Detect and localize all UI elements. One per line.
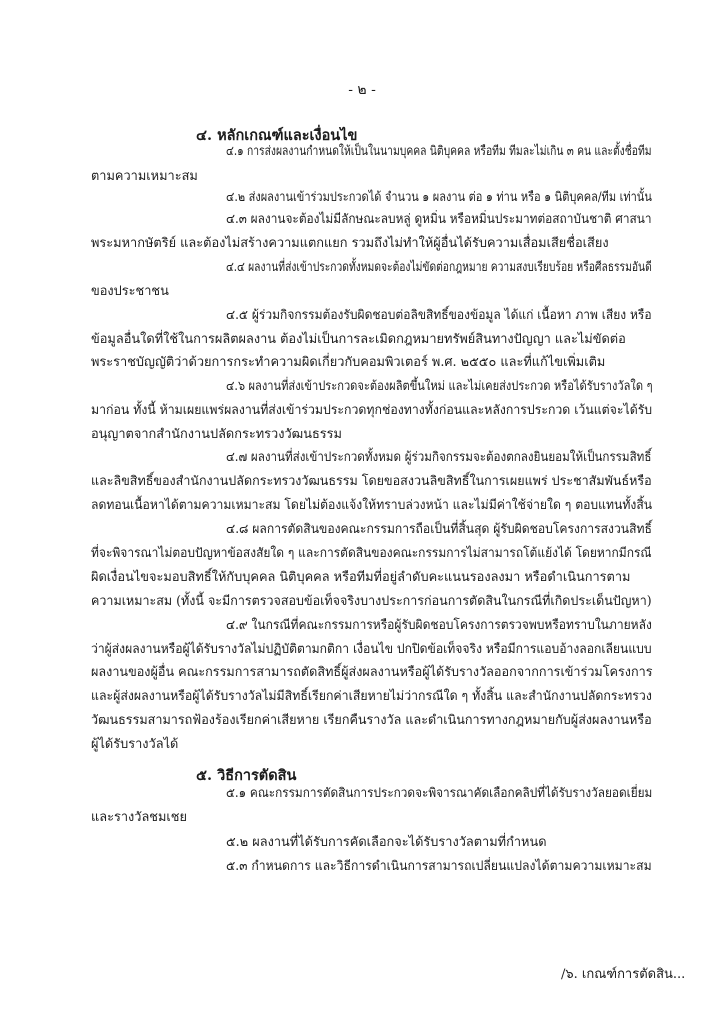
item-4-3-line-1: ๔.๓ ผลงานจะต้องไม่มีลักษณะลบหลู่ ดูหมิ่น หรือหมิ่นประมาทต่อสถาบันชาติ ศาสนา — [226, 212, 652, 227]
page-number: - ๒ - — [348, 82, 376, 98]
item-4-3-line-2: พระมหากษัตริย์ และต้องไม่สร้างความแตกแยก รวมถึงไม่ทำให้ผู้อื่นได้รับความเสื่อมเสียชื่อเสียง — [91, 236, 609, 251]
item-4-5-line-3: พระราชบัญญัติว่าด้วยการกระทำความผิดเกี่ยวกับคอมพิวเตอร์ พ.ศ. ๒๕๕๐ และที่แก้ไขเพิ่มเติม — [91, 355, 606, 370]
section-4-heading: ๔. หลักเกณฑ์และเงื่อนไข — [196, 127, 358, 144]
item-4-6-line-2: มาก่อน ทั้งนี้ ห้ามเผยแพร่ผลงานที่ส่งเข้าร่วมประกวดทุกช่องทางทั้งก่อนและหลังการประกวด เว้นแต่จะได้รับ — [91, 403, 653, 418]
item-4-8-line-1: ๔.๘ ผลการตัดสินของคณะกรรมการถือเป็นที่สิ้นสุด ผู้รับผิดชอบโครงการสงวนสิทธิ์ — [226, 522, 652, 537]
item-4-9-line-4: และผู้ส่งผลงานหรือผู้ได้รับรางวัลไม่มีสิทธิ์เรียกค่าเสียหายไม่ว่ากรณีใด ๆ ทั้งสิ้น และสำนักงานปลัดกระทรวง — [91, 689, 652, 704]
item-5-1-line-2: และรางวัลชมเชย — [91, 810, 187, 825]
item-4-7-line-3: ลดทอนเนื้อหาได้ตามความเหมาะสม โดยไม่ต้องแจ้งให้ทราบล่วงหน้า และไม่มีค่าใช้จ่ายใด ๆ ตอบแทนทั้งสิ้น — [91, 498, 653, 513]
item-4-4-line-1: ๔.๔ ผลงานที่ส่งเข้าประกวดทั้งหมดจะต้องไม่ขัดต่อกฎหมาย ความสงบเรียบร้อย หรือศีลธรรมอันดี — [226, 260, 652, 275]
item-5-2-line-1: ๕.๒ ผลงานที่ได้รับการคัดเลือกจะได้รับรางวัลตามที่กำหนด — [226, 835, 547, 850]
item-4-5-line-1: ๔.๕ ผู้ร่วมกิจกรรมต้องรับผิดชอบต่อลิขสิทธิ์ของข้อมูล ได้แก่ เนื้อหา ภาพ เสียง หรือ — [226, 308, 652, 323]
item-4-7-line-1: ๔.๗ ผลงานที่ส่งเข้าประกวดทั้งหมด ผู้ร่วมกิจกรรมจะต้องตกลงยินยอมให้เป็นกรรมสิทธิ์ — [226, 450, 652, 465]
item-4-1-line-2: ตามความเหมาะสม — [91, 169, 198, 184]
item-5-3-line-1: ๕.๓ กำหนดการ และวิธีการดำเนินการสามารถเปลี่ยนแปลงได้ตามความเหมาะสม — [226, 859, 652, 874]
item-4-9-line-1: ๔.๙ ในกรณีที่คณะกรรมการหรือผู้รับผิดชอบโครงการตรวจพบหรือทราบในภายหลัง — [226, 618, 652, 633]
item-4-9-line-6: ผู้ได้รับรางวัลได้ — [91, 737, 179, 752]
item-4-5-line-2: ข้อมูลอื่นใดที่ใช้ในการผลิตผลงาน ต้องไม่เป็นการละเมิดกฎหมายทรัพย์สินทางปัญญา และไม่ขัดต่อ — [91, 332, 626, 347]
continuation-footer: /๖. เกณฑ์การตัดสิน... — [561, 967, 686, 982]
item-4-4-line-2: ของประชาชน — [91, 284, 169, 299]
item-4-6-line-3: อนุญาตจากสำนักงานปลัดกระทรวงวัฒนธรรม — [91, 427, 342, 442]
item-4-9-line-5: วัฒนธรรมสามารถฟ้องร้องเรียกค่าเสียหาย เรียกคืนรางวัล และดำเนินการทางกฎหมายกับผู้ส่งผลงานหรือ — [91, 713, 652, 728]
item-4-7-line-2: และลิขสิทธิ์ของสำนักงานปลัดกระทรวงวัฒนธรรม โดยขอสงวนลิขสิทธิ์ในการเผยแพร่ ประชาสัมพันธ์หรือ — [91, 474, 652, 489]
item-4-9-line-3: ผลงานของผู้อื่น คณะกรรมการสามารถตัดสิทธิ์ผู้ส่งผลงานหรือผู้ได้รับรางวัลออกจากการเข้าร่วมโครงการ — [91, 665, 653, 680]
item-4-8-line-4: ความเหมาะสม (ทั้งนี้ จะมีการตรวจสอบข้อเท็จจริงบางประการก่อนการตัดสินในกรณีที่เกิดประเด็นปัญหา) — [91, 594, 652, 609]
item-4-1-line-1: ๔.๑ การส่งผลงานกำหนดให้เป็นในนามบุคคล นิติบุคคล หรือทีม ทีมละไม่เกิน ๓ คน และตั้งชื่อทีม — [226, 144, 652, 159]
item-5-1-line-1: ๕.๑ คณะกรรมการตัดสินการประกวดจะพิจารณาคัดเลือกคลิปที่ได้รับรางวัลยอดเยี่ยม — [226, 786, 653, 801]
item-4-8-line-2: ที่จะพิจารณาไม่ตอบปัญหาข้อสงสัยใด ๆ และการตัดสินของคณะกรรมการไม่สามารถโต้แย้งได้ โดยหากมีกรณี — [91, 546, 652, 561]
item-4-6-line-1: ๔.๖ ผลงานที่ส่งเข้าประกวดจะต้องผลิตขึ้นใหม่ และไม่เคยส่งประกวด หรือได้รับรางวัลใด ๆ — [226, 379, 653, 394]
item-4-9-line-2: ว่าผู้ส่งผลงานหรือผู้ได้รับรางวัลไม่ปฏิบัติตามกติกา เงื่อนไข ปกปิดข้อเท็จจริง หรือมีการแอบอ้างลอกเลียนแบบ — [91, 642, 652, 657]
item-4-2-line-1: ๔.๒ ส่งผลงานเข้าร่วมประกวดได้ จำนวน ๑ ผลงาน ต่อ ๑ ท่าน หรือ ๑ นิติบุคคล/ทีม เท่านั้น — [226, 190, 652, 205]
item-4-8-line-3: ผิดเงื่อนไขจะมอบสิทธิ์ให้กับบุคคล นิติบุคคล หรือทีมที่อยู่ลำดับคะแนนรองลงมา หรือดำเนินการตาม — [91, 570, 631, 585]
section-5-heading: ๕. วิธีการตัดสิน — [196, 767, 297, 784]
